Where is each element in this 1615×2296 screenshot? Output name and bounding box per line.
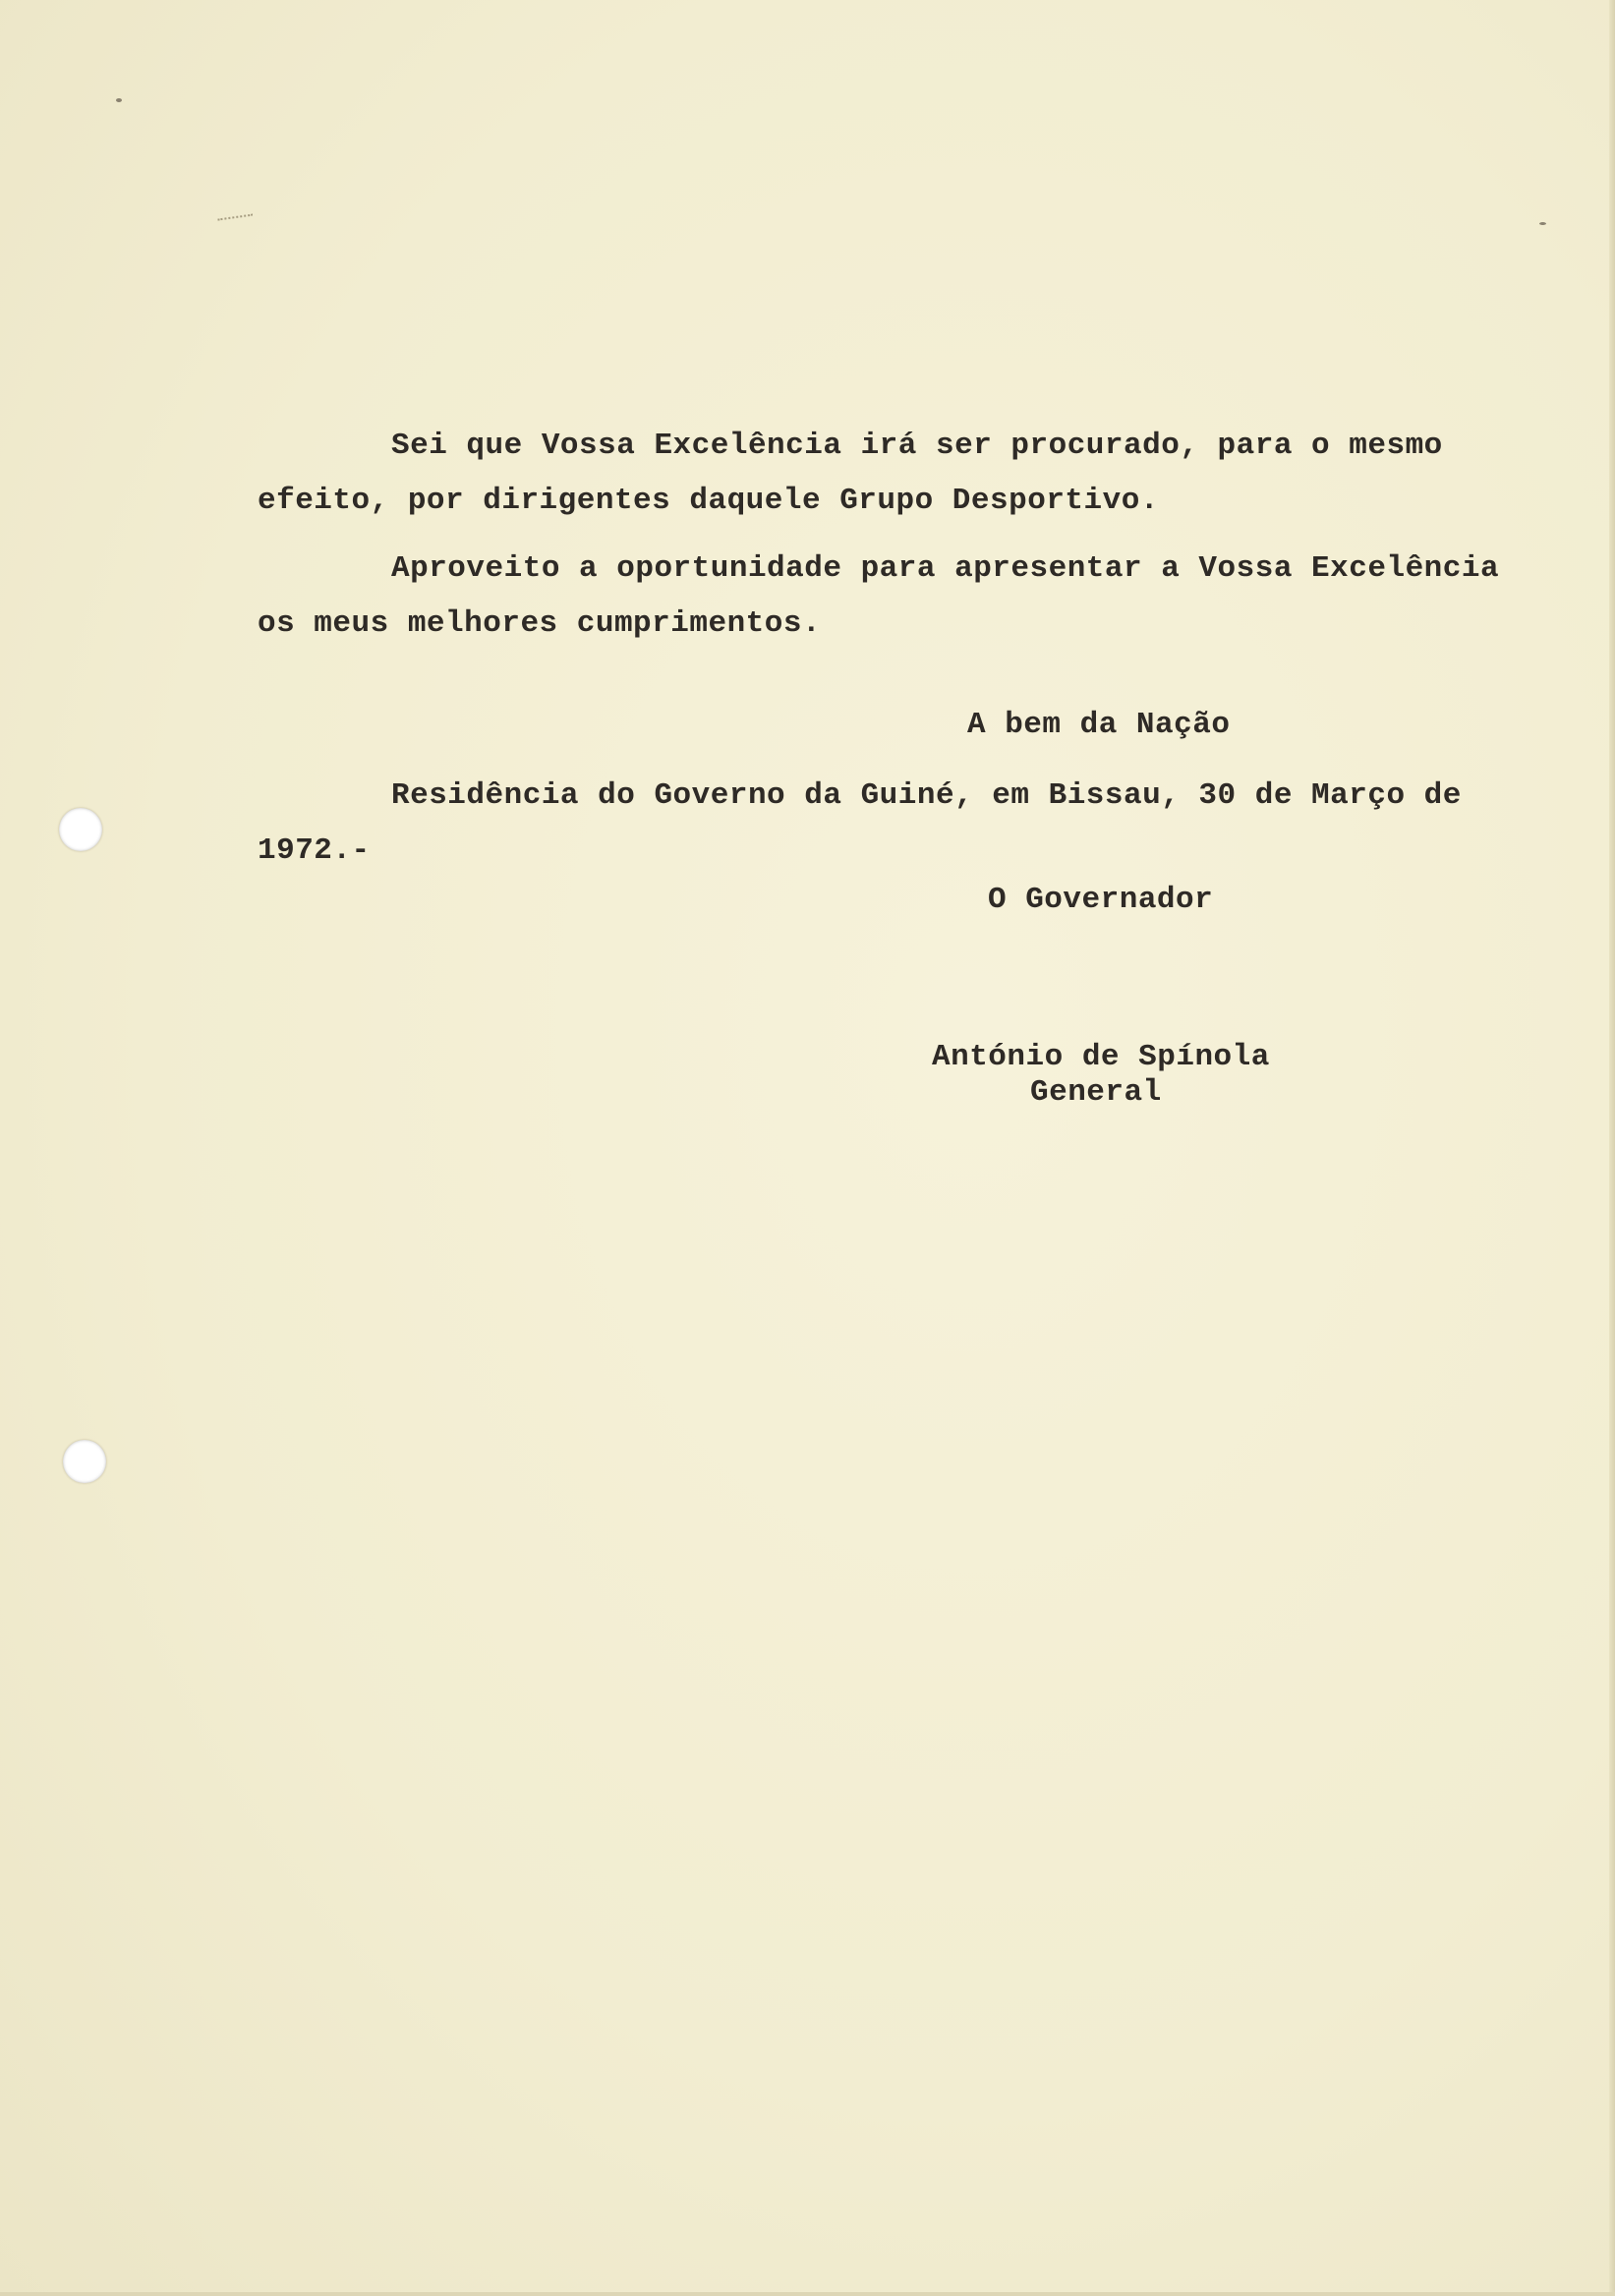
place-date-line1: Residência do Governo da Guiné, em Bissau, 30 de Março de [391, 778, 1462, 813]
signer-name: António de Spínola [932, 1040, 1270, 1074]
page-edge-right [1609, 0, 1615, 2296]
paper-speck [116, 98, 122, 102]
punch-hole-bottom [63, 1440, 106, 1483]
signer-title: O Governador [988, 883, 1214, 917]
paragraph2-line2: os meus melhores cumprimentos. [258, 606, 822, 641]
salutation: A bem da Nação [967, 708, 1231, 742]
place-date-line2: 1972.- [258, 833, 371, 868]
paragraph1-line1: Sei que Vossa Excelência irá ser procurado, para o mesmo [391, 429, 1443, 463]
punch-hole-top [59, 808, 102, 851]
paragraph2-line1: Aproveito a oportunidade para apresentar a Vossa Excelência [391, 551, 1500, 586]
paper-stain [217, 214, 254, 231]
paragraph1-line2: efeito, por dirigentes daquele Grupo Desportivo. [258, 484, 1159, 518]
page-edge-bottom [0, 2292, 1615, 2296]
signer-rank: General [1030, 1075, 1162, 1110]
paper-speck [1539, 222, 1546, 225]
